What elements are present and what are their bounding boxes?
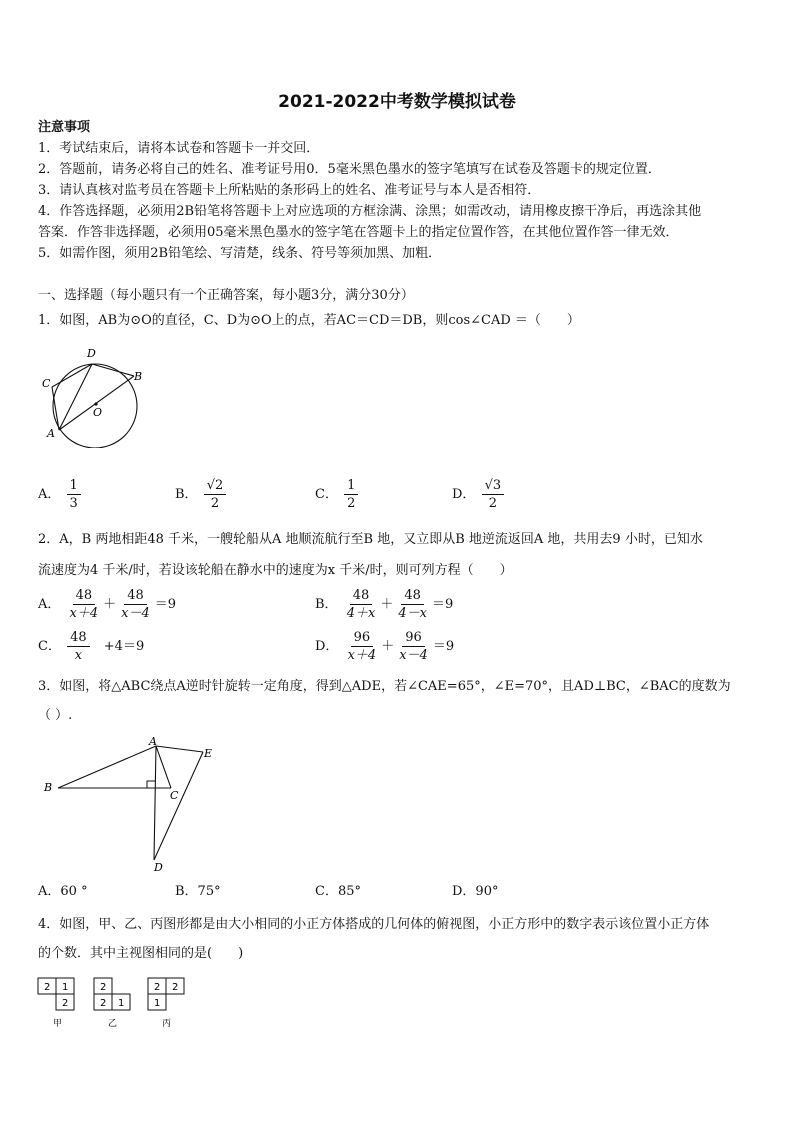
figure-name: 甲 bbox=[53, 1019, 63, 1029]
notice-item: 4．作答选择题，必须用2B铅笔将答题卡上对应选项的方框涂满、涂黑；如需改动，请用橡皮擦干净后，再选涂其他 bbox=[38, 204, 702, 219]
notice-item: 3．请认真核对监考员在答题卡上所粘贴的条形码上的姓名、准考证号与本人是否相符． bbox=[38, 183, 541, 198]
label-C: C bbox=[170, 789, 179, 802]
figure-name: 丙 bbox=[162, 1019, 172, 1029]
svg-text:1: 1 bbox=[154, 998, 161, 1009]
svg-text:2: 2 bbox=[100, 998, 107, 1009]
notice-item: 1．考试结束后，请将本试卷和答题卡一并交回． bbox=[38, 141, 320, 156]
figure-yi bbox=[94, 978, 130, 1029]
notice-item: 2．答题前，请务必将自己的姓名、准考证号用0．5毫米黑色墨水的签字笔填写在试卷及答题卡的规定位置． bbox=[38, 162, 661, 177]
svg-text:2: 2 bbox=[100, 982, 107, 993]
label-A: A bbox=[47, 427, 55, 440]
q2-option-a[interactable]: A． $\frac{48}{x+4}$ ＋ $\frac{48}{x-4}$ ＝9 bbox=[38, 588, 177, 621]
svg-text:1: 1 bbox=[62, 982, 69, 993]
q3-option-b[interactable]: B．75° bbox=[175, 884, 221, 899]
q1-option-d[interactable]: D． $\frac{√3}{2}$ bbox=[452, 478, 506, 511]
label-D: D bbox=[87, 347, 96, 360]
label-D: D bbox=[154, 861, 163, 874]
q2-option-d[interactable]: D． $\frac{96}{x+4}$ ＋ $\frac{96}{x-4}$ ＝9 bbox=[315, 630, 455, 663]
exam-title: 2021-2022中考数学模拟试卷 bbox=[278, 92, 516, 112]
question-4-stem: 4．如图，甲、乙、丙图形都是由大小相同的小正方体搭成的几何体的俯视图，小正方形中的数字表示该位置小正方体 bbox=[38, 917, 710, 932]
q3-option-d[interactable]: D．90° bbox=[452, 884, 499, 899]
circle-figure bbox=[38, 344, 178, 448]
svg-text:2: 2 bbox=[172, 982, 179, 993]
figure-bing bbox=[148, 978, 184, 1029]
label-E: E bbox=[204, 747, 213, 760]
q2-option-c[interactable]: C． $\frac{48}{x}$ +4＝9 bbox=[38, 630, 145, 663]
question-2-stem: 2．A，B 两地相距48 千米，一艘轮船从A 地顺流航行至B 地，又立即从B 地逆流返回A 地，共用去9 小时，已知水 bbox=[38, 532, 703, 547]
question-4-stem: 的个数．其中主视图相同的是( ) bbox=[38, 946, 244, 961]
question-2-stem: 流速度为4 千米/时，若设该轮船在静水中的速度为x 千米/时，则可列方程（ ） bbox=[38, 563, 513, 578]
label-B: B bbox=[134, 370, 143, 383]
q1-option-b[interactable]: B． $\frac{√2}{2}$ bbox=[175, 478, 228, 511]
figure-jia bbox=[38, 978, 74, 1029]
question-1-stem: 1．如图，AB为⊙O的直径，C、D为⊙O上的点，若AC＝CD＝DB，则cos∠CAD ＝（ ） bbox=[38, 313, 580, 328]
question-3-stem: 3．如图，将△ABC绕点A逆时针旋转一定角度，得到△ADE，若∠CAE=65°，∠E=70°，且AD⊥BC，∠BAC的度数为 bbox=[38, 679, 731, 694]
label-O: O bbox=[93, 406, 103, 419]
notice-item: 5．如需作图，须用2B铅笔绘、写清楚，线条、符号等须加黑、加粗． bbox=[38, 246, 442, 261]
label-B: B bbox=[44, 781, 53, 794]
label-C: C bbox=[42, 377, 51, 390]
figure-name: 乙 bbox=[108, 1019, 118, 1029]
svg-text:2: 2 bbox=[154, 982, 161, 993]
label-A: A bbox=[149, 735, 157, 748]
rotation-triangle-figure bbox=[38, 732, 228, 876]
notice-heading: 注意事项 bbox=[38, 120, 91, 135]
svg-text:2: 2 bbox=[62, 998, 69, 1009]
section-heading: 一、选择题（每小题只有一个正确答案，每小题3分，满分30分） bbox=[38, 288, 414, 303]
q3-option-c[interactable]: C．85° bbox=[315, 884, 361, 899]
q3-option-a[interactable]: A．60 ° bbox=[38, 884, 88, 899]
q1-option-a[interactable]: A． $\frac{1}{3}$ bbox=[38, 478, 83, 511]
q2-option-b[interactable]: B． $\frac{48}{4+x}$ ＋ $\frac{48}{4-x}$ ＝9 bbox=[315, 588, 454, 621]
svg-text:1: 1 bbox=[118, 998, 125, 1009]
question-3-stem: （ ）. bbox=[38, 708, 73, 723]
top-view-figures bbox=[36, 976, 196, 1032]
notice-item: 答案．作答非选择题，必须用05毫米黑色墨水的签字笔在答题卡上的指定位置作答，在其他位置作答一律无效． bbox=[38, 225, 679, 240]
svg-text:2: 2 bbox=[44, 982, 51, 993]
q1-option-c[interactable]: C． $\frac{1}{2}$ bbox=[315, 478, 360, 511]
